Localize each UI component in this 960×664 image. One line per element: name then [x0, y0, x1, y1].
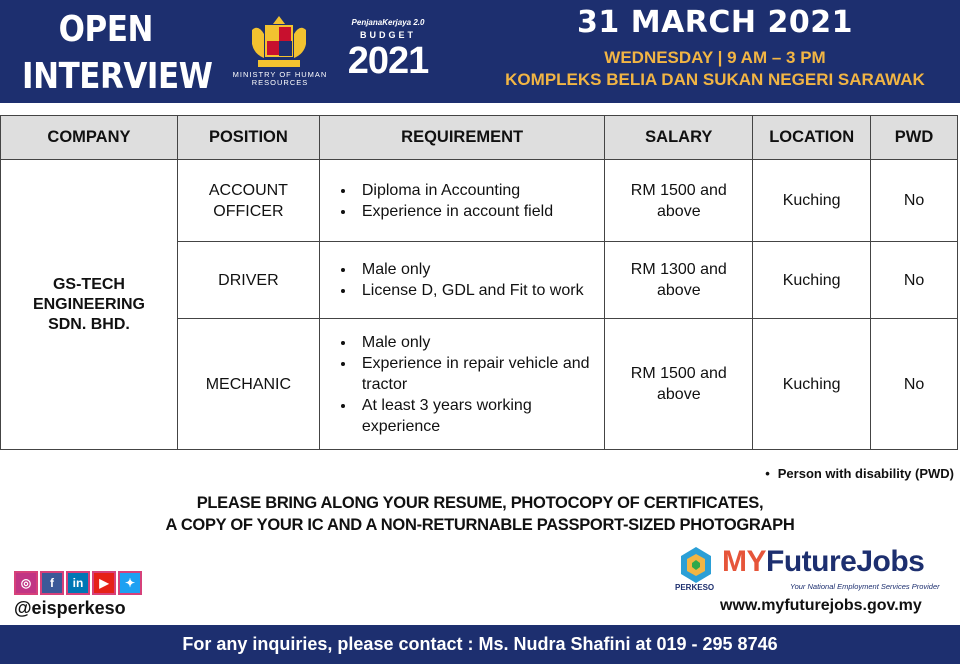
header-pwd: PWD — [871, 116, 958, 160]
requirements-cell — [319, 242, 605, 319]
requirement-item: • Experience in account field — [356, 201, 605, 222]
position-cell: ACCOUNT OFFICER — [177, 160, 319, 242]
vacancy-table — [0, 115, 958, 450]
perkeso-label: PERKESO — [675, 583, 715, 592]
requirements-cell — [319, 319, 605, 450]
requirements-cell — [319, 160, 605, 242]
table-row — [1, 160, 958, 242]
youtube-icon[interactable]: ▶ — [92, 571, 116, 595]
documents-notice: PLEASE BRING ALONG YOUR RESUME, PHOTOCOPY OF CERTIFICATES, A COPY OF YOUR IC AND A NON-RETURNABLE PASSPORT-SIZED PHOTOGRAPH — [165, 494, 795, 534]
location-cell: Kuching — [753, 242, 871, 319]
facebook-icon[interactable]: f — [40, 571, 64, 595]
salary-cell: RM 1500 and above — [605, 160, 753, 242]
budget-2021-logo: PenjanaKerjaya 2.0 BUDGET 2021 — [347, 18, 429, 82]
myfuturejobs-logo-text: MYFutureJobs — [722, 545, 925, 578]
requirement-item: • License D, GDL and Fit to work — [356, 280, 605, 301]
pwd-footnote: • Person with disability (PWD) — [765, 466, 954, 481]
requirement-item: • Experience in repair vehicle and tractor — [356, 353, 605, 395]
header-salary: SALARY — [605, 116, 753, 160]
ministry-text: MINISTRY OF HUMAN RESOURCES — [232, 70, 328, 87]
contact-footer: For any inquiries, please contact : Ms. Nudra Shafini at 019 - 295 8746 — [0, 625, 960, 664]
linkedin-icon[interactable]: in — [66, 571, 90, 595]
location-cell: Kuching — [753, 160, 871, 242]
pwd-cell: No — [871, 319, 958, 450]
requirement-item: • Diploma in Accounting — [356, 180, 605, 201]
header-location: LOCATION — [753, 116, 871, 160]
instagram-icon[interactable]: ◎ — [14, 571, 38, 595]
position-cell: DRIVER — [177, 242, 319, 319]
myfuturejobs-tagline: Your National Employment Services Provider — [790, 582, 940, 591]
table-header-row — [1, 116, 958, 160]
company-name: GS-TECH ENGINEERING SDN. BHD. — [1, 160, 178, 450]
pwd-cell: No — [871, 242, 958, 319]
open-interview-title: OPEN INTERVIEW — [22, 9, 213, 97]
social-icons — [14, 571, 142, 595]
event-venue: KOMPLEKS BELIA DAN SUKAN NEGERI SARAWAK — [505, 70, 925, 89]
header-company: COMPANY — [1, 116, 178, 160]
header-requirement: REQUIREMENT — [319, 116, 605, 160]
myfuturejobs-url[interactable]: www.myfuturejobs.gov.my — [720, 597, 922, 614]
pwd-cell: No — [871, 160, 958, 242]
position-cell: MECHANIC — [177, 319, 319, 450]
location-cell: Kuching — [753, 319, 871, 450]
requirement-item: • Male only — [356, 332, 605, 353]
requirement-item: • At least 3 years working experience — [356, 395, 605, 437]
header-position: POSITION — [177, 116, 319, 160]
twitter-icon[interactable]: ✦ — [118, 571, 142, 595]
event-day-time: WEDNESDAY | 9 AM – 3 PM — [604, 48, 826, 67]
salary-cell: RM 1300 and above — [605, 242, 753, 319]
salary-cell: RM 1500 and above — [605, 319, 753, 450]
perkeso-logo — [676, 545, 716, 587]
social-handle[interactable]: @eisperkeso — [14, 598, 126, 618]
event-date: 31 MARCH 2021 — [577, 5, 853, 40]
requirement-item: • Male only — [356, 259, 605, 280]
header-banner — [0, 0, 960, 103]
